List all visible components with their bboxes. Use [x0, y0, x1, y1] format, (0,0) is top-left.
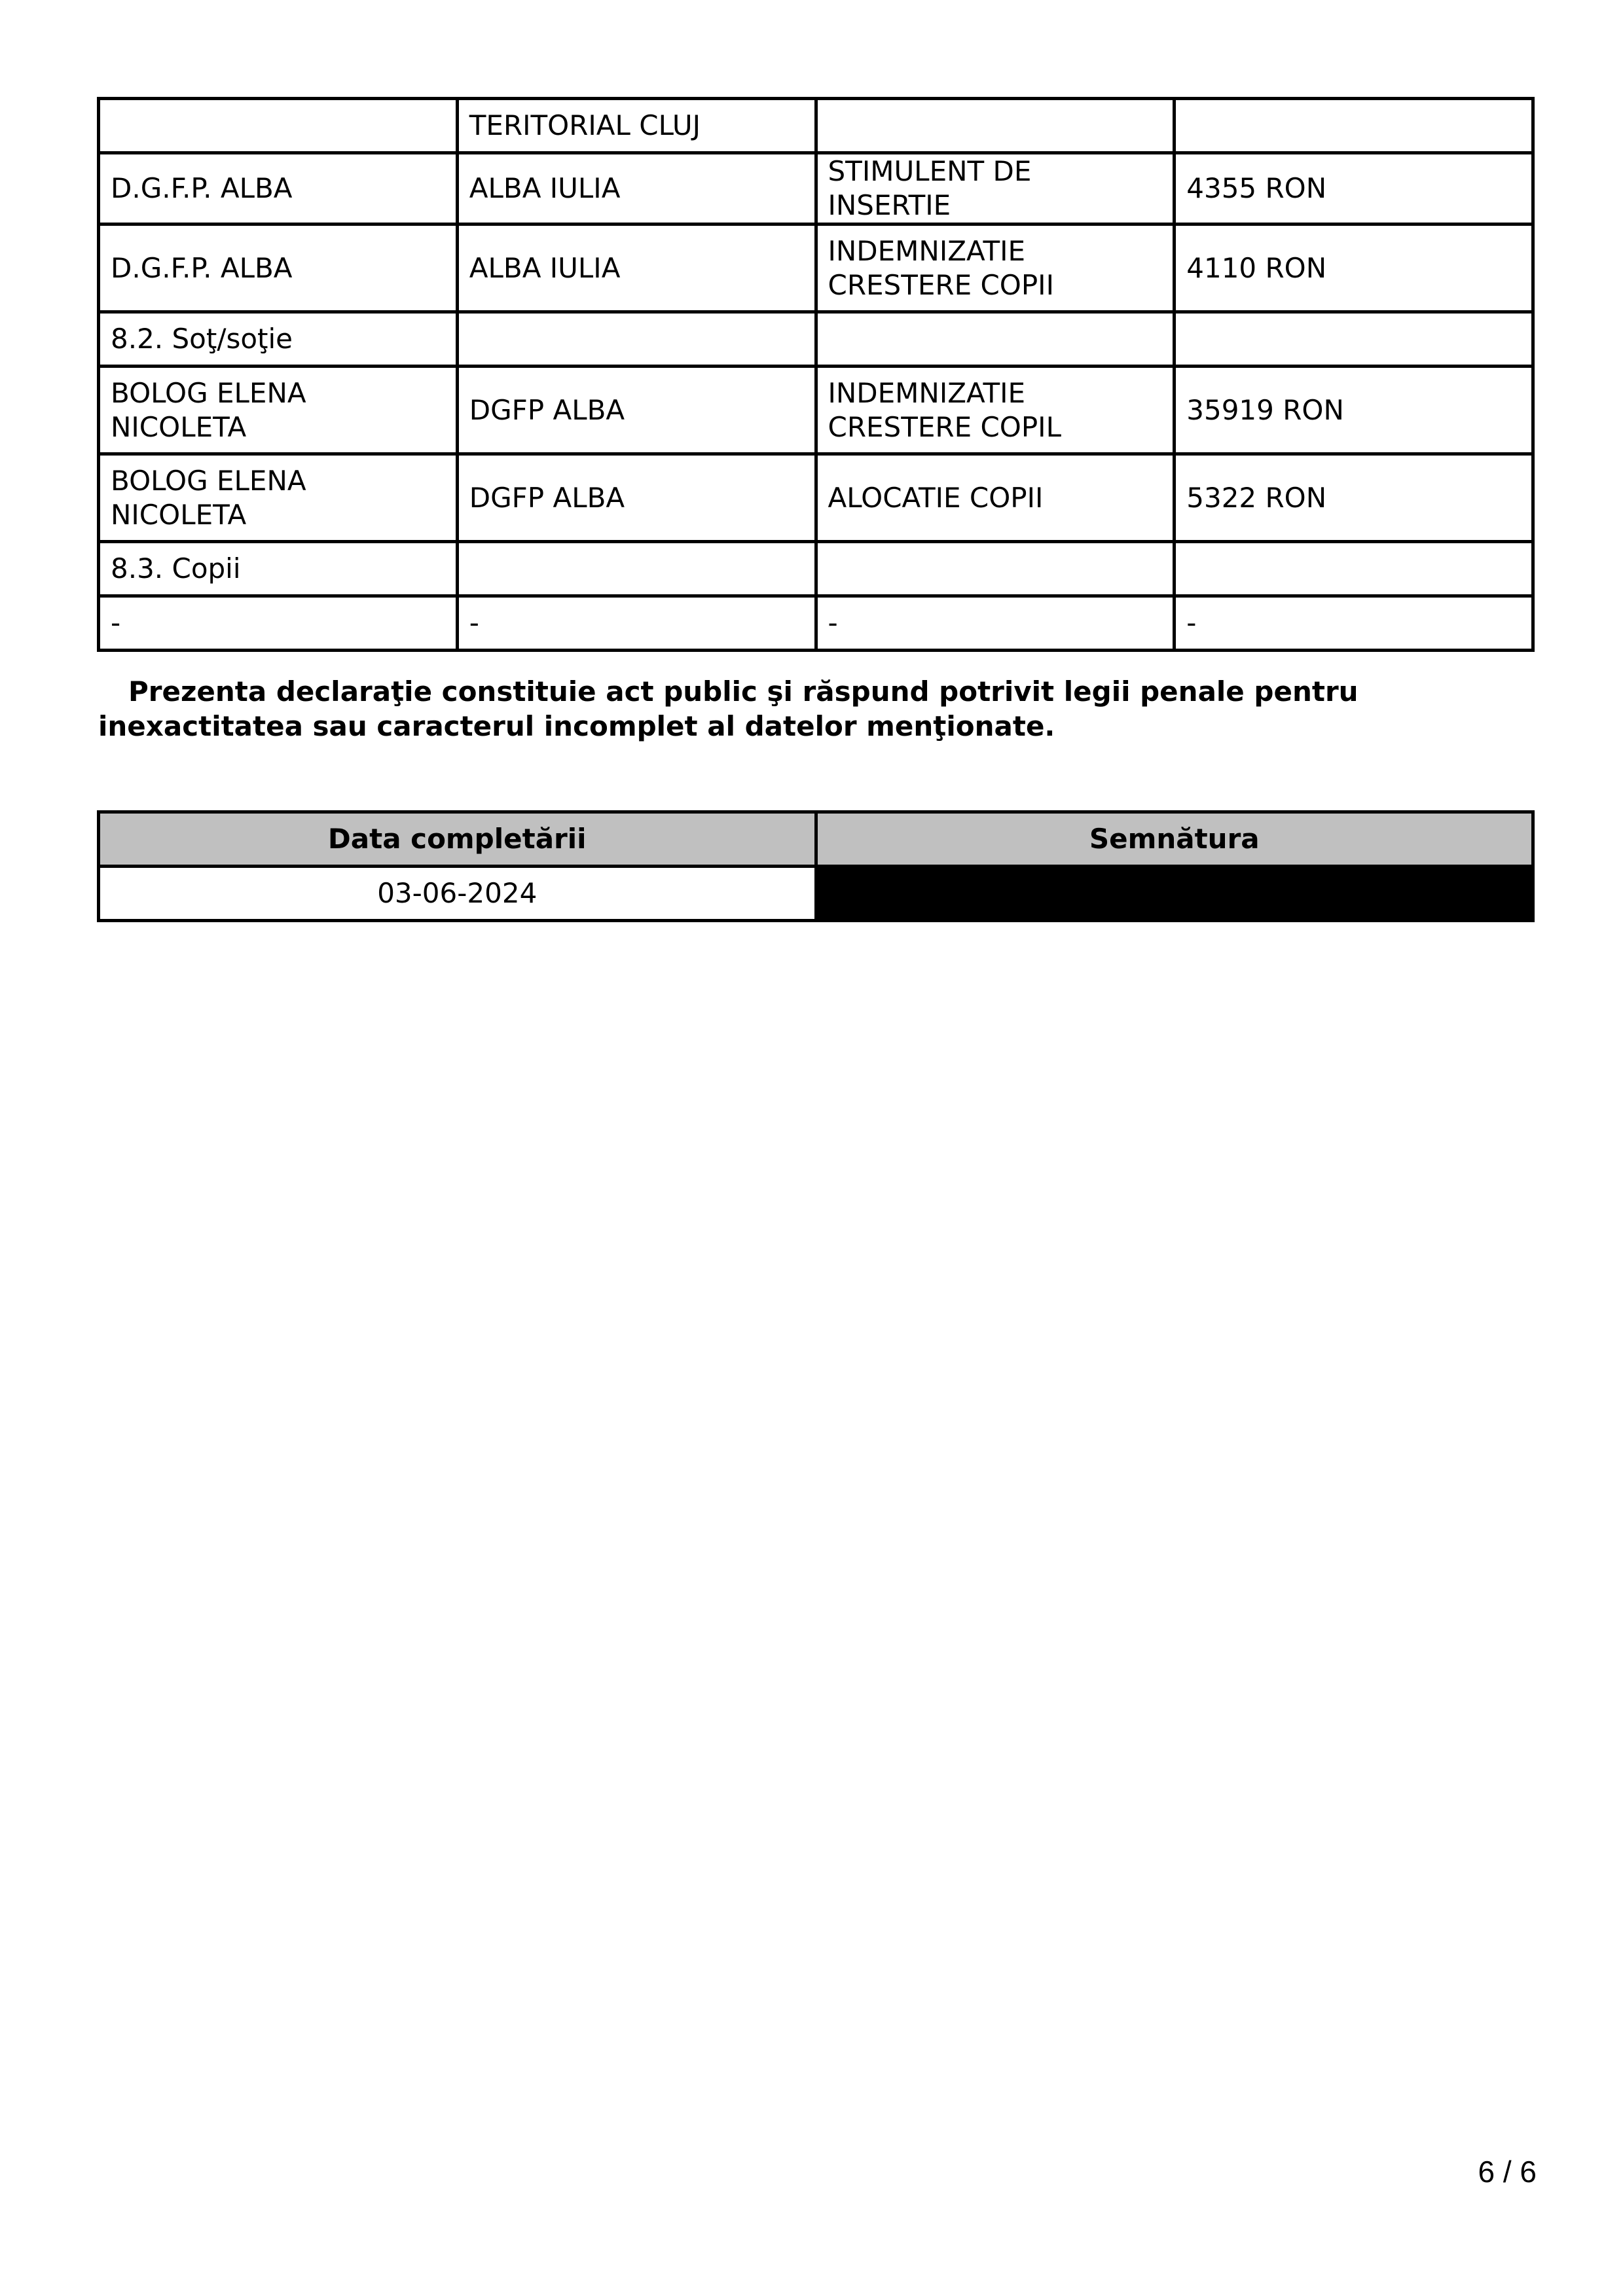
table-cell: DGFP ALBA [457, 454, 816, 542]
table-cell: BOLOG ELENA NICOLETA [99, 367, 458, 454]
table-row [99, 312, 1533, 367]
table-cell [457, 542, 816, 596]
table-cell [99, 99, 458, 153]
table-row [99, 867, 1533, 921]
table-row [99, 153, 1533, 224]
table-cell: INDEMNIZATIE CRESTERE COPII [816, 224, 1175, 312]
table-cell: ALBA IULIA [457, 153, 816, 224]
table-cell [816, 542, 1175, 596]
table-cell [1175, 542, 1533, 596]
section-label: 8.3. Copii [99, 542, 458, 596]
table-cell: - [99, 596, 458, 651]
table-row [99, 454, 1533, 542]
table-cell [457, 312, 816, 367]
table-cell [816, 312, 1175, 367]
signature-header: Semnătura [816, 812, 1533, 867]
table-cell: - [816, 596, 1175, 651]
table-row [99, 224, 1533, 312]
completion-date: 03-06-2024 [99, 867, 816, 921]
table-cell [1175, 312, 1533, 367]
table-cell: STIMULENT DE INSERTIE [816, 153, 1175, 224]
section-label: 8.2. Soţ/soţie [99, 312, 458, 367]
table-cell: INDEMNIZATIE CRESTERE COPIL [816, 367, 1175, 454]
table-cell: ALBA IULIA [457, 224, 816, 312]
table-cell: 5322 RON [1175, 454, 1533, 542]
table-row [99, 596, 1533, 651]
table-cell: DGFP ALBA [457, 367, 816, 454]
table-row [99, 542, 1533, 596]
table-row [99, 812, 1533, 867]
table-cell: - [1175, 596, 1533, 651]
table-cell: 4355 RON [1175, 153, 1533, 224]
table-cell: 4110 RON [1175, 224, 1533, 312]
table-cell: TERITORIAL CLUJ [457, 99, 816, 153]
page-number: 6 / 6 [1478, 2155, 1537, 2189]
table-row [99, 367, 1533, 454]
table-row [99, 99, 1533, 153]
table-cell [816, 99, 1175, 153]
income-table [97, 97, 1535, 652]
date-header: Data completării [99, 812, 816, 867]
table-cell: BOLOG ELENA NICOLETA [99, 454, 458, 542]
table-cell: D.G.F.P. ALBA [99, 224, 458, 312]
signature-table [97, 810, 1535, 922]
redacted-signature [816, 867, 1533, 921]
declaration-statement: Prezenta declaraţie constituie act public şi răspund potrivit legii penale pentru inexactitatea sau caracterul incomplet al datelor menţionate. [98, 675, 1359, 742]
table-cell: 35919 RON [1175, 367, 1533, 454]
table-cell: ALOCATIE COPII [816, 454, 1175, 542]
table-cell [1175, 99, 1533, 153]
table-cell: D.G.F.P. ALBA [99, 153, 458, 224]
table-cell: - [457, 596, 816, 651]
